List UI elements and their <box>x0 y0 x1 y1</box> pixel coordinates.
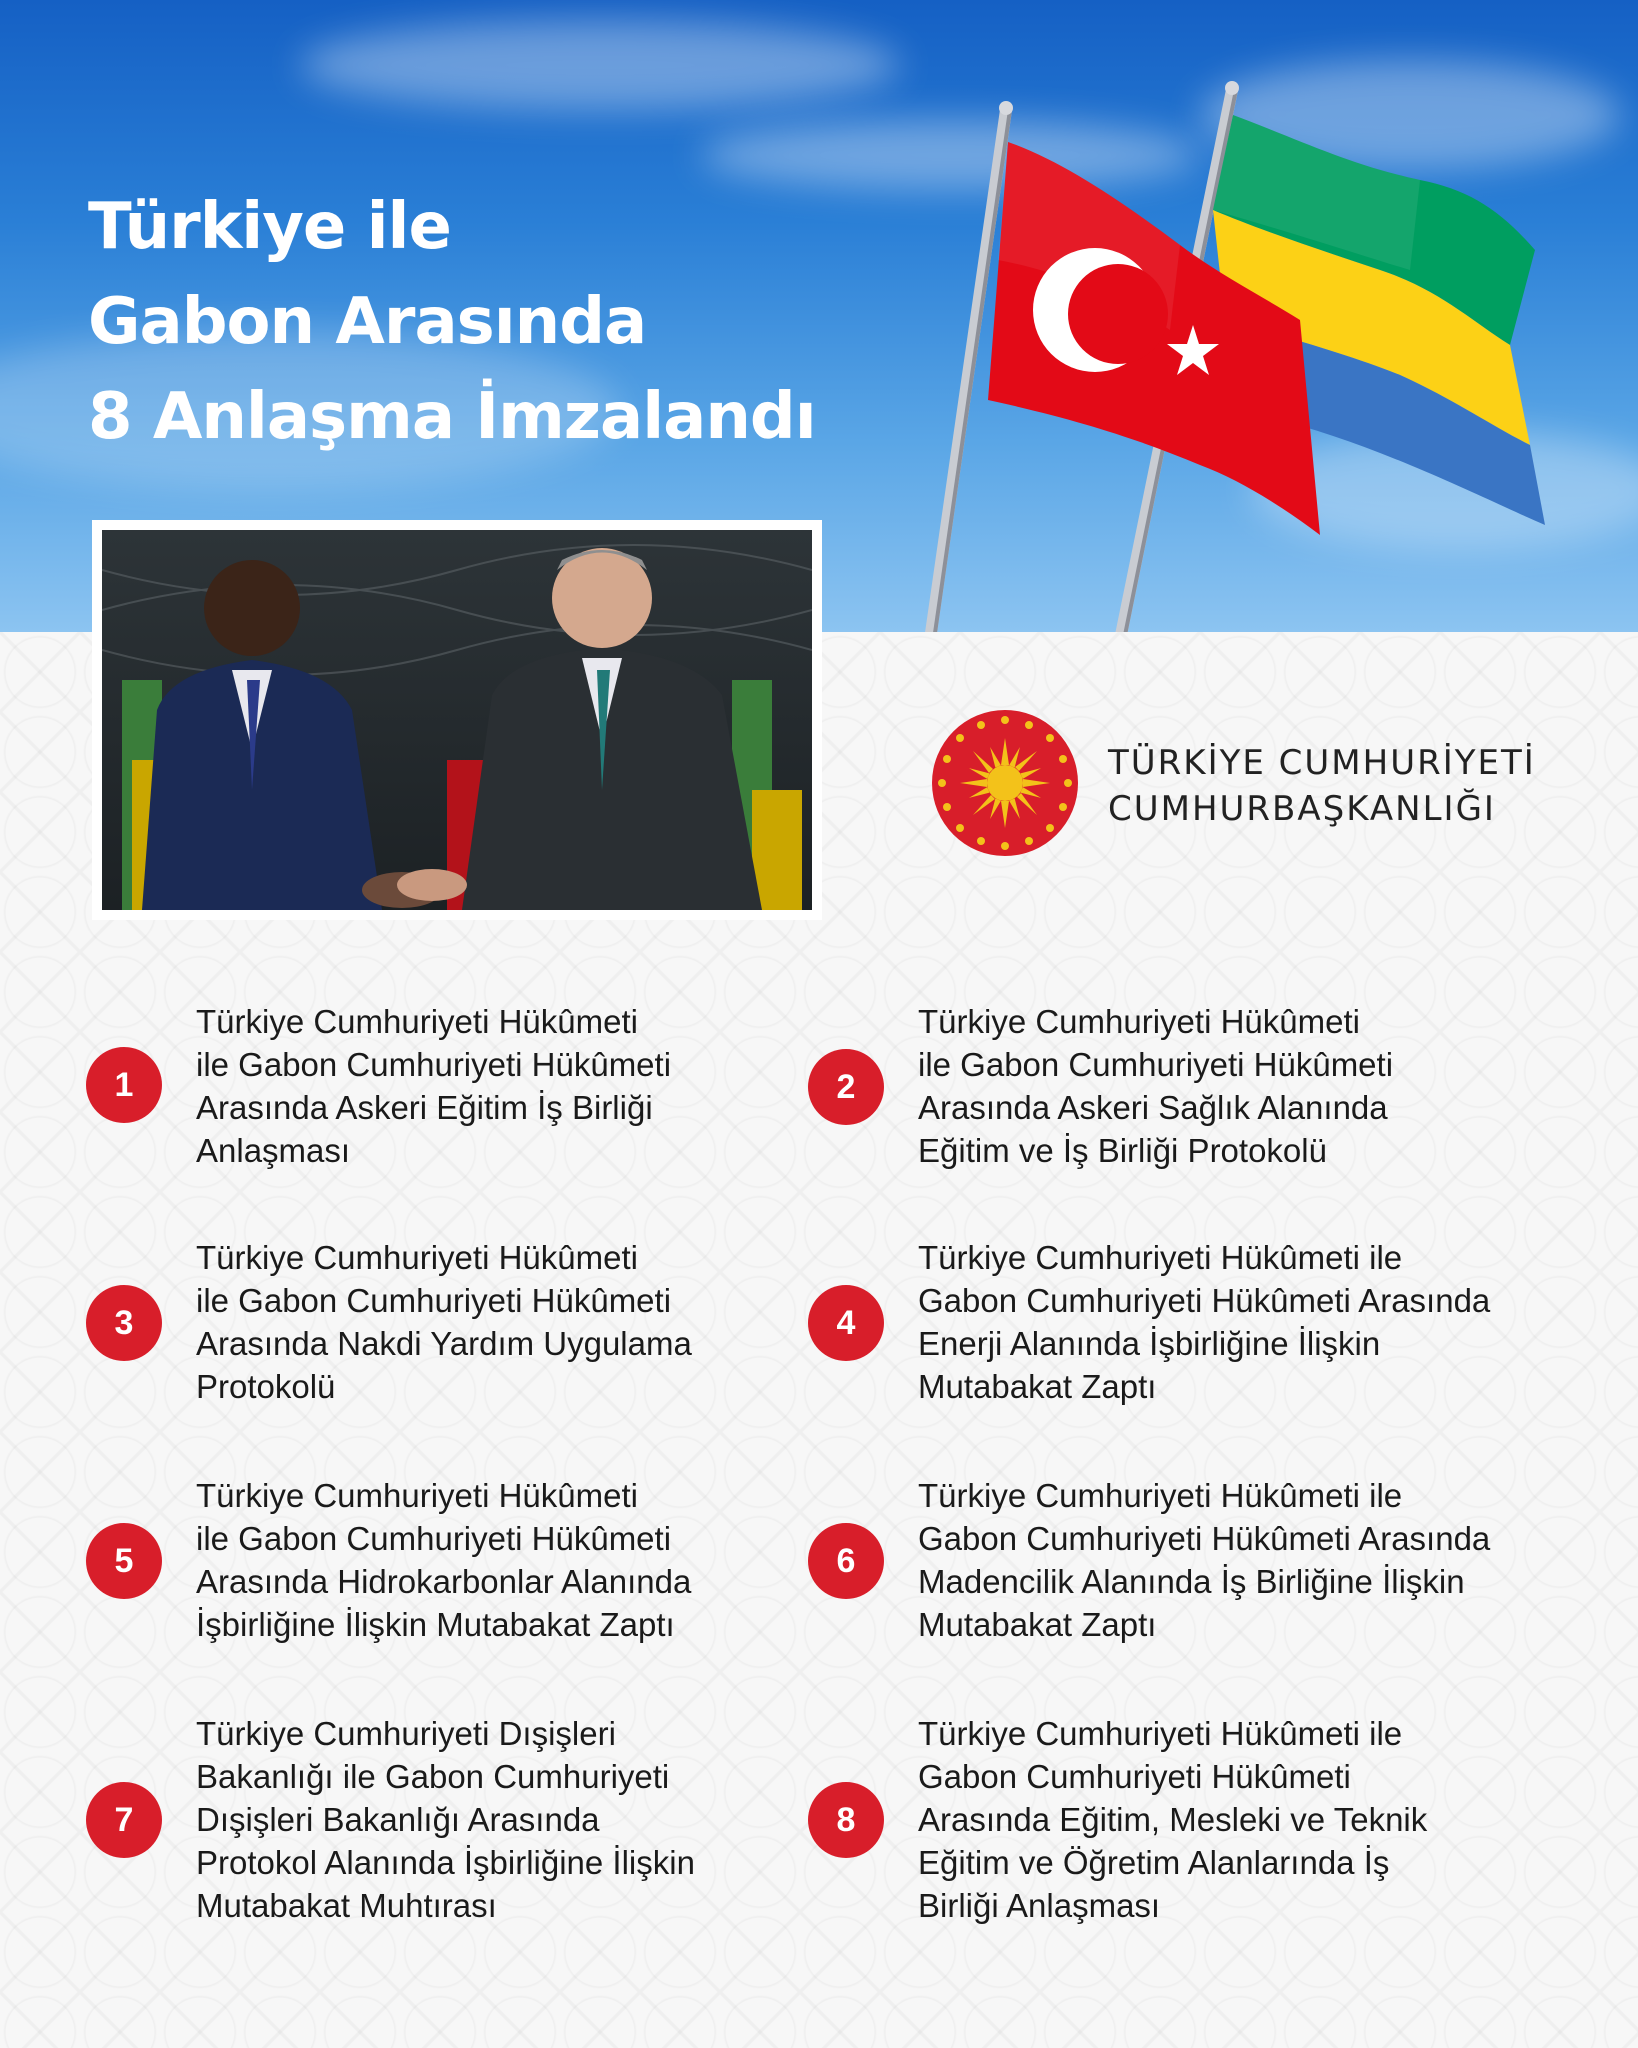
agreement-text <box>918 1000 1508 1172</box>
number-badge: 5 <box>86 1523 162 1599</box>
text-line: Dışişleri Bakanlığı Arasında <box>196 1801 600 1838</box>
text-line: İşbirliğine İlişkin Mutabakat Zaptı <box>196 1606 675 1643</box>
agreement-text <box>196 1474 786 1646</box>
text-line: Mutabakat Zaptı <box>918 1368 1157 1405</box>
flags-illustration <box>880 70 1580 632</box>
number-badge: 6 <box>808 1523 884 1599</box>
text-line: Gabon Cumhuriyeti Hükûmeti Arasında <box>918 1282 1491 1319</box>
text-line: Arasında Nakdi Yardım Uygulama <box>196 1325 692 1362</box>
number-badge: 4 <box>808 1285 884 1361</box>
agreement-text <box>196 1000 786 1172</box>
agreement-text <box>196 1236 786 1408</box>
number-badge: 2 <box>808 1049 884 1125</box>
page-title <box>88 180 816 465</box>
text-line: Mutabakat Zaptı <box>918 1606 1157 1643</box>
title-line: Türkiye ile <box>88 190 451 264</box>
text-line: Enerji Alanında İşbirliğine İlişkin <box>918 1325 1381 1362</box>
text-line: Türkiye Cumhuriyeti Hükûmeti <box>196 1477 638 1514</box>
title-line: Gabon Arasında <box>88 285 647 359</box>
handshake-photo <box>102 530 812 910</box>
presidency-line1: TÜRKİYE CUMHURİYETİ <box>1108 743 1536 783</box>
text-line: Türkiye Cumhuriyeti Hükûmeti ile <box>918 1477 1403 1514</box>
text-line: ile Gabon Cumhuriyeti Hükûmeti <box>196 1282 672 1319</box>
number-badge: 1 <box>86 1047 162 1123</box>
text-line: Eğitim ve Öğretim Alanlarında İş <box>918 1844 1390 1881</box>
presidency-line2: CUMHURBAŞKANLIĞI <box>1108 789 1496 829</box>
text-line: Türkiye Cumhuriyeti Hükûmeti ile <box>918 1715 1403 1752</box>
text-line: Birliği Anlaşması <box>918 1887 1161 1924</box>
text-line: Arasında Hidrokarbonlar Alanında <box>196 1563 692 1600</box>
text-line: Arasında Askeri Eğitim İş Birliği <box>196 1089 653 1126</box>
text-line: ile Gabon Cumhuriyeti Hükûmeti <box>196 1520 672 1557</box>
text-line: Türkiye Cumhuriyeti Hükûmeti ile <box>918 1239 1403 1276</box>
presidency-logo <box>930 708 1550 860</box>
text-line: Eğitim ve İş Birliği Protokolü <box>918 1132 1327 1169</box>
text-line: Gabon Cumhuriyeti Hükûmeti Arasında <box>918 1520 1491 1557</box>
leaders-photo <box>92 520 822 920</box>
agreement-text <box>918 1712 1508 1927</box>
text-line: Türkiye Cumhuriyeti Hükûmeti <box>918 1003 1360 1040</box>
text-line: Anlaşması <box>196 1132 351 1169</box>
text-line: Protokolü <box>196 1368 336 1405</box>
text-line: Mutabakat Muhtırası <box>196 1887 497 1924</box>
text-line: ile Gabon Cumhuriyeti Hükûmeti <box>918 1046 1394 1083</box>
number-badge: 3 <box>86 1285 162 1361</box>
text-line: Türkiye Cumhuriyeti Dışişleri <box>196 1715 616 1752</box>
number-badge: 7 <box>86 1782 162 1858</box>
agreement-text <box>918 1474 1508 1646</box>
title-line: 8 Anlaşma İmzalandı <box>88 380 816 454</box>
text-line: Protokol Alanında İşbirliğine İlişkin <box>196 1844 695 1881</box>
text-line: Türkiye Cumhuriyeti Hükûmeti <box>196 1003 638 1040</box>
agreement-text <box>196 1712 786 1927</box>
text-line: Bakanlığı ile Gabon Cumhuriyeti <box>196 1758 670 1795</box>
presidential-seal-icon <box>930 708 1080 858</box>
number-badge: 8 <box>808 1782 884 1858</box>
agreement-text <box>918 1236 1508 1408</box>
text-line: ile Gabon Cumhuriyeti Hükûmeti <box>196 1046 672 1083</box>
presidency-name <box>1108 740 1536 832</box>
text-line: Madencilik Alanında İş Birliğine İlişkin <box>918 1563 1465 1600</box>
text-line: Türkiye Cumhuriyeti Hükûmeti <box>196 1239 638 1276</box>
text-line: Arasında Askeri Sağlık Alanında <box>918 1089 1388 1126</box>
text-line: Arasında Eğitim, Mesleki ve Teknik <box>918 1801 1428 1838</box>
text-line: Gabon Cumhuriyeti Hükûmeti <box>918 1758 1351 1795</box>
